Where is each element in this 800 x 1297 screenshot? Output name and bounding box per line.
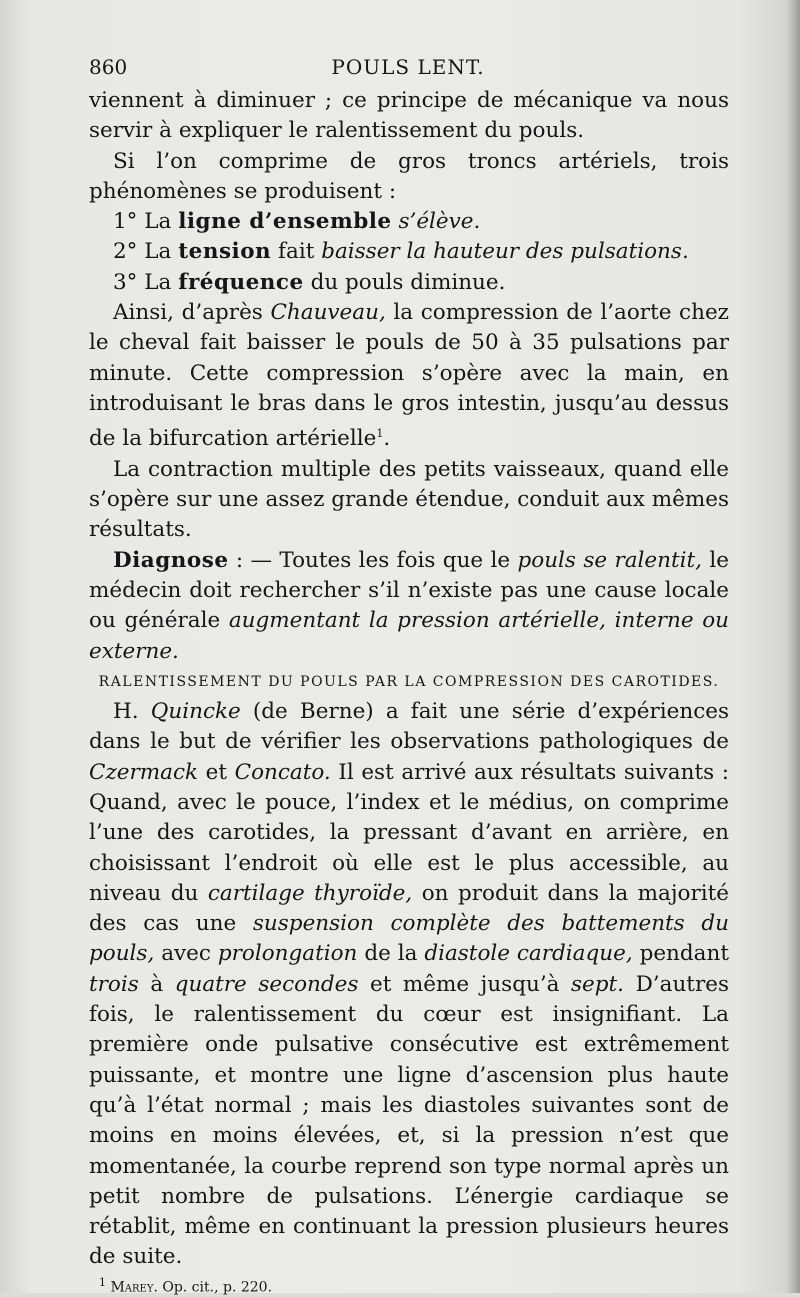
list-item-1: 1° La ligne d’ensemble s’élève. [113, 209, 481, 235]
page-number: 860 [89, 55, 128, 79]
paragraph-contraction: La contraction multiple des petits vaisseaux, quand elle s’opère sur une assez grande étendue, conduit aux mêmes résultats. [89, 456, 729, 543]
footnote: $^1$ Marey. Op. cit., p. 220. [99, 1275, 273, 1296]
paragraph-diagnose: Diagnose : — Toutes les fois que le pouls se ralentit, le médecin doit rechercher s’il n’existe pas une cause locale ou générale augmentant la pression artérielle, interne ou externe. [89, 547, 729, 664]
list-item-3: 3° La fréquence du pouls diminue. [113, 269, 506, 295]
footnote-marker: 1 [376, 427, 384, 441]
paragraph-quincke: H. Quincke (de Berne) a fait une série d’expériences dans le but de vérifier les observations pathologiques de Czermack et Concato. Il est arrivé aux résultats suivants : Quand, avec le pouce, l’index et le médius, on comprime l’une des carotides, la pressant d’avant en arrière, en choisissant l’endroit où elle est le plus accessible, au niveau du cartilage thyroïde, on produit dans la majorité des cas une suspension complète des battements du pouls, avec prolongation de la diastole cardiaque, pendant trois à quatre secondes et même jusqu’à sept. D’autres fois, le ralentissement du cœur est insignifiant. La première onde pulsative consécutive est extrêmement puissante, et montre une ligne d’ascension plus haute qu’à l’état normal ; mais les diastoles suivantes sont de moins en moins élevées, et, si la pression n’est que momentanée, la courbe reprend son type normal après un petit nombre de pulsations. L’énergie cardiaque se rétablit, même en continuant la pression plusieurs heures de suite. [89, 699, 730, 1270]
page-header [89, 52, 727, 82]
page-body [89, 86, 729, 1297]
section-title: RALENTISSEMENT DU POULS PAR LA COMPRESSION DES CAROTIDES. [98, 673, 720, 690]
running-head: POULS LENT. [331, 55, 485, 79]
list-item-2: 2° La tension fait baisser la hauteur des pulsations. [113, 239, 689, 265]
paragraph-intro: viennent à diminuer ; ce principe de mécanique va nous servir à expliquer le ralentissement du pouls. [89, 88, 729, 144]
paragraph-compression: Si l’on comprime de gros troncs artériels, trois phénomènes se produisent : [89, 148, 729, 204]
page-edge-shadow [786, 0, 800, 1293]
paragraph-chauveau: Ainsi, d’après Chauveau, la compression de l’aorte chez le cheval fait baisser le pouls de 50 à 35 pulsations par minute. Cette compression s’opère avec la main, en introduisant le bras dans le gros intestin, jusqu’au dessus de la bifurcation artérielle$^1$. [89, 300, 729, 452]
